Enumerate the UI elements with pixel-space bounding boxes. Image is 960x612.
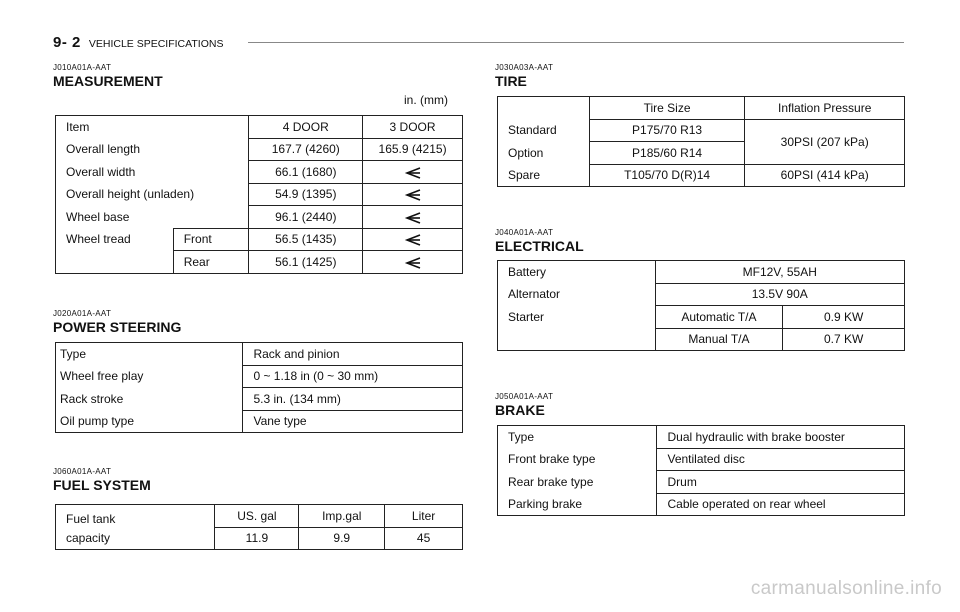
unit-header: Imp.gal — [299, 505, 385, 528]
value-4door: 167.7 (4260) — [249, 138, 363, 161]
table-row — [56, 206, 463, 229]
row-value: Vane type — [243, 410, 463, 433]
capacity-value: 9.9 — [299, 527, 385, 550]
table-row — [56, 161, 463, 184]
tire-size-value: P185/60 R14 — [589, 142, 745, 165]
wheel-tread-label: Wheel tread — [56, 228, 174, 273]
tire-code: J030A03A-AAT — [495, 63, 554, 72]
measurement-heading: MEASUREMENT — [53, 73, 163, 89]
table-row — [56, 343, 463, 366]
alternator-value: 13.5V 90A — [655, 283, 904, 306]
row-label: Overall width — [56, 161, 249, 184]
wheel-tread-rear-label: Rear — [173, 251, 249, 274]
inflation-pressure-header: Inflation Pressure — [745, 97, 905, 120]
value-4door: 56.1 (1425) — [249, 251, 363, 274]
row-label: Oil pump type — [56, 410, 243, 433]
row-value: Rack and pinion — [243, 343, 463, 366]
value-4door: 54.9 (1395) — [249, 183, 363, 206]
table-row — [498, 164, 905, 187]
table-row — [56, 116, 463, 139]
row-label: Type — [498, 426, 657, 449]
same-as-arrow-icon — [363, 206, 463, 229]
row-label: Option — [498, 142, 590, 165]
fuel-system-code: J060A01A-AAT — [53, 467, 112, 476]
table-row — [498, 306, 905, 329]
measurement-item-header: Item — [56, 116, 249, 139]
starter-type: Automatic T/A — [655, 306, 783, 329]
capacity-value: 45 — [385, 527, 463, 550]
tire-size-value: P175/70 R13 — [589, 119, 745, 142]
table-row — [498, 493, 905, 516]
row-label: Type — [56, 343, 243, 366]
same-as-arrow-icon — [363, 251, 463, 274]
table-row — [498, 448, 905, 471]
fuel-tank-label-line1: Fuel tank — [66, 512, 116, 526]
brake-code: J050A01A-AAT — [495, 392, 554, 401]
row-label: Battery — [498, 261, 656, 284]
same-as-arrow-icon — [363, 228, 463, 251]
power-steering-heading: POWER STEERING — [53, 319, 182, 335]
row-value: Drum — [657, 471, 905, 494]
row-label: Spare — [498, 164, 590, 187]
page-number: 9- 2 — [53, 34, 81, 51]
brake-heading: BRAKE — [495, 402, 545, 418]
wheel-tread-front-label: Front — [173, 228, 249, 251]
power-steering-table — [55, 342, 463, 433]
power-steering-code: J020A01A-AAT — [53, 309, 112, 318]
starter-value: 0.7 KW — [783, 328, 905, 351]
measurement-unit: in. (mm) — [404, 93, 448, 107]
unit-header: US. gal — [215, 505, 299, 528]
row-value: Dual hydraulic with brake booster — [657, 426, 905, 449]
page-header — [53, 34, 223, 52]
row-value: Cable operated on rear wheel — [657, 493, 905, 516]
fuel-system-heading: FUEL SYSTEM — [53, 477, 151, 493]
starter-type: Manual T/A — [655, 328, 783, 351]
table-row — [498, 471, 905, 494]
capacity-value: 11.9 — [215, 527, 299, 550]
row-label: Rack stroke — [56, 388, 243, 411]
section-title: VEHICLE SPECIFICATIONS — [88, 38, 224, 50]
electrical-heading: ELECTRICAL — [495, 238, 584, 254]
same-as-arrow-icon — [363, 183, 463, 206]
tire-table — [497, 96, 905, 187]
measurement-3door-header: 3 DOOR — [363, 116, 463, 139]
table-row — [56, 365, 463, 388]
electrical-code: J040A01A-AAT — [495, 228, 554, 237]
electrical-table — [497, 260, 905, 351]
tire-heading: TIRE — [495, 73, 527, 89]
measurement-table — [55, 115, 463, 274]
value-4door: 56.5 (1435) — [249, 228, 363, 251]
value-4door: 96.1 (2440) — [249, 206, 363, 229]
battery-value: MF12V, 55AH — [655, 261, 904, 284]
row-label: Parking brake — [498, 493, 657, 516]
table-row — [498, 426, 905, 449]
same-as-arrow-icon — [363, 161, 463, 184]
row-label: Rear brake type — [498, 471, 657, 494]
tire-corner-cell — [498, 97, 590, 120]
row-label: Overall height (unladen) — [56, 183, 249, 206]
table-row — [56, 138, 463, 161]
row-value: 0 ~ 1.18 in (0 ~ 30 mm) — [243, 365, 463, 388]
table-row — [56, 183, 463, 206]
spare-pressure-value: 60PSI (414 kPa) — [745, 164, 905, 187]
watermark: carmanualsonline.info — [750, 578, 942, 599]
value-4door: 66.1 (1680) — [249, 161, 363, 184]
row-value: 5.3 in. (134 mm) — [243, 388, 463, 411]
row-label: Standard — [498, 119, 590, 142]
tire-size-value: T105/70 D(R)14 — [589, 164, 745, 187]
value-3door: 165.9 (4215) — [363, 138, 463, 161]
row-label: Alternator — [498, 283, 656, 306]
table-row — [498, 119, 905, 142]
row-label: Front brake type — [498, 448, 657, 471]
brake-table — [497, 425, 905, 516]
shared-pressure-value: 30PSI (207 kPa) — [745, 119, 905, 164]
table-row — [498, 283, 905, 306]
table-row — [498, 97, 905, 120]
table-row — [56, 388, 463, 411]
measurement-4door-header: 4 DOOR — [249, 116, 363, 139]
fuel-system-table — [55, 504, 463, 550]
tire-size-header: Tire Size — [589, 97, 745, 120]
fuel-tank-label-line2: capacity — [66, 531, 111, 545]
fuel-tank-label — [56, 505, 215, 550]
starter-value: 0.9 KW — [783, 306, 905, 329]
table-row — [56, 505, 463, 528]
header-rule — [248, 42, 904, 43]
unit-header: Liter — [385, 505, 463, 528]
row-label: Wheel base — [56, 206, 249, 229]
row-label: Starter — [498, 306, 656, 351]
table-row — [56, 410, 463, 433]
row-label: Wheel free play — [56, 365, 243, 388]
table-row — [498, 261, 905, 284]
row-label: Overall length — [56, 138, 249, 161]
table-row — [56, 228, 463, 251]
measurement-code: J010A01A-AAT — [53, 63, 112, 72]
row-value: Ventilated disc — [657, 448, 905, 471]
